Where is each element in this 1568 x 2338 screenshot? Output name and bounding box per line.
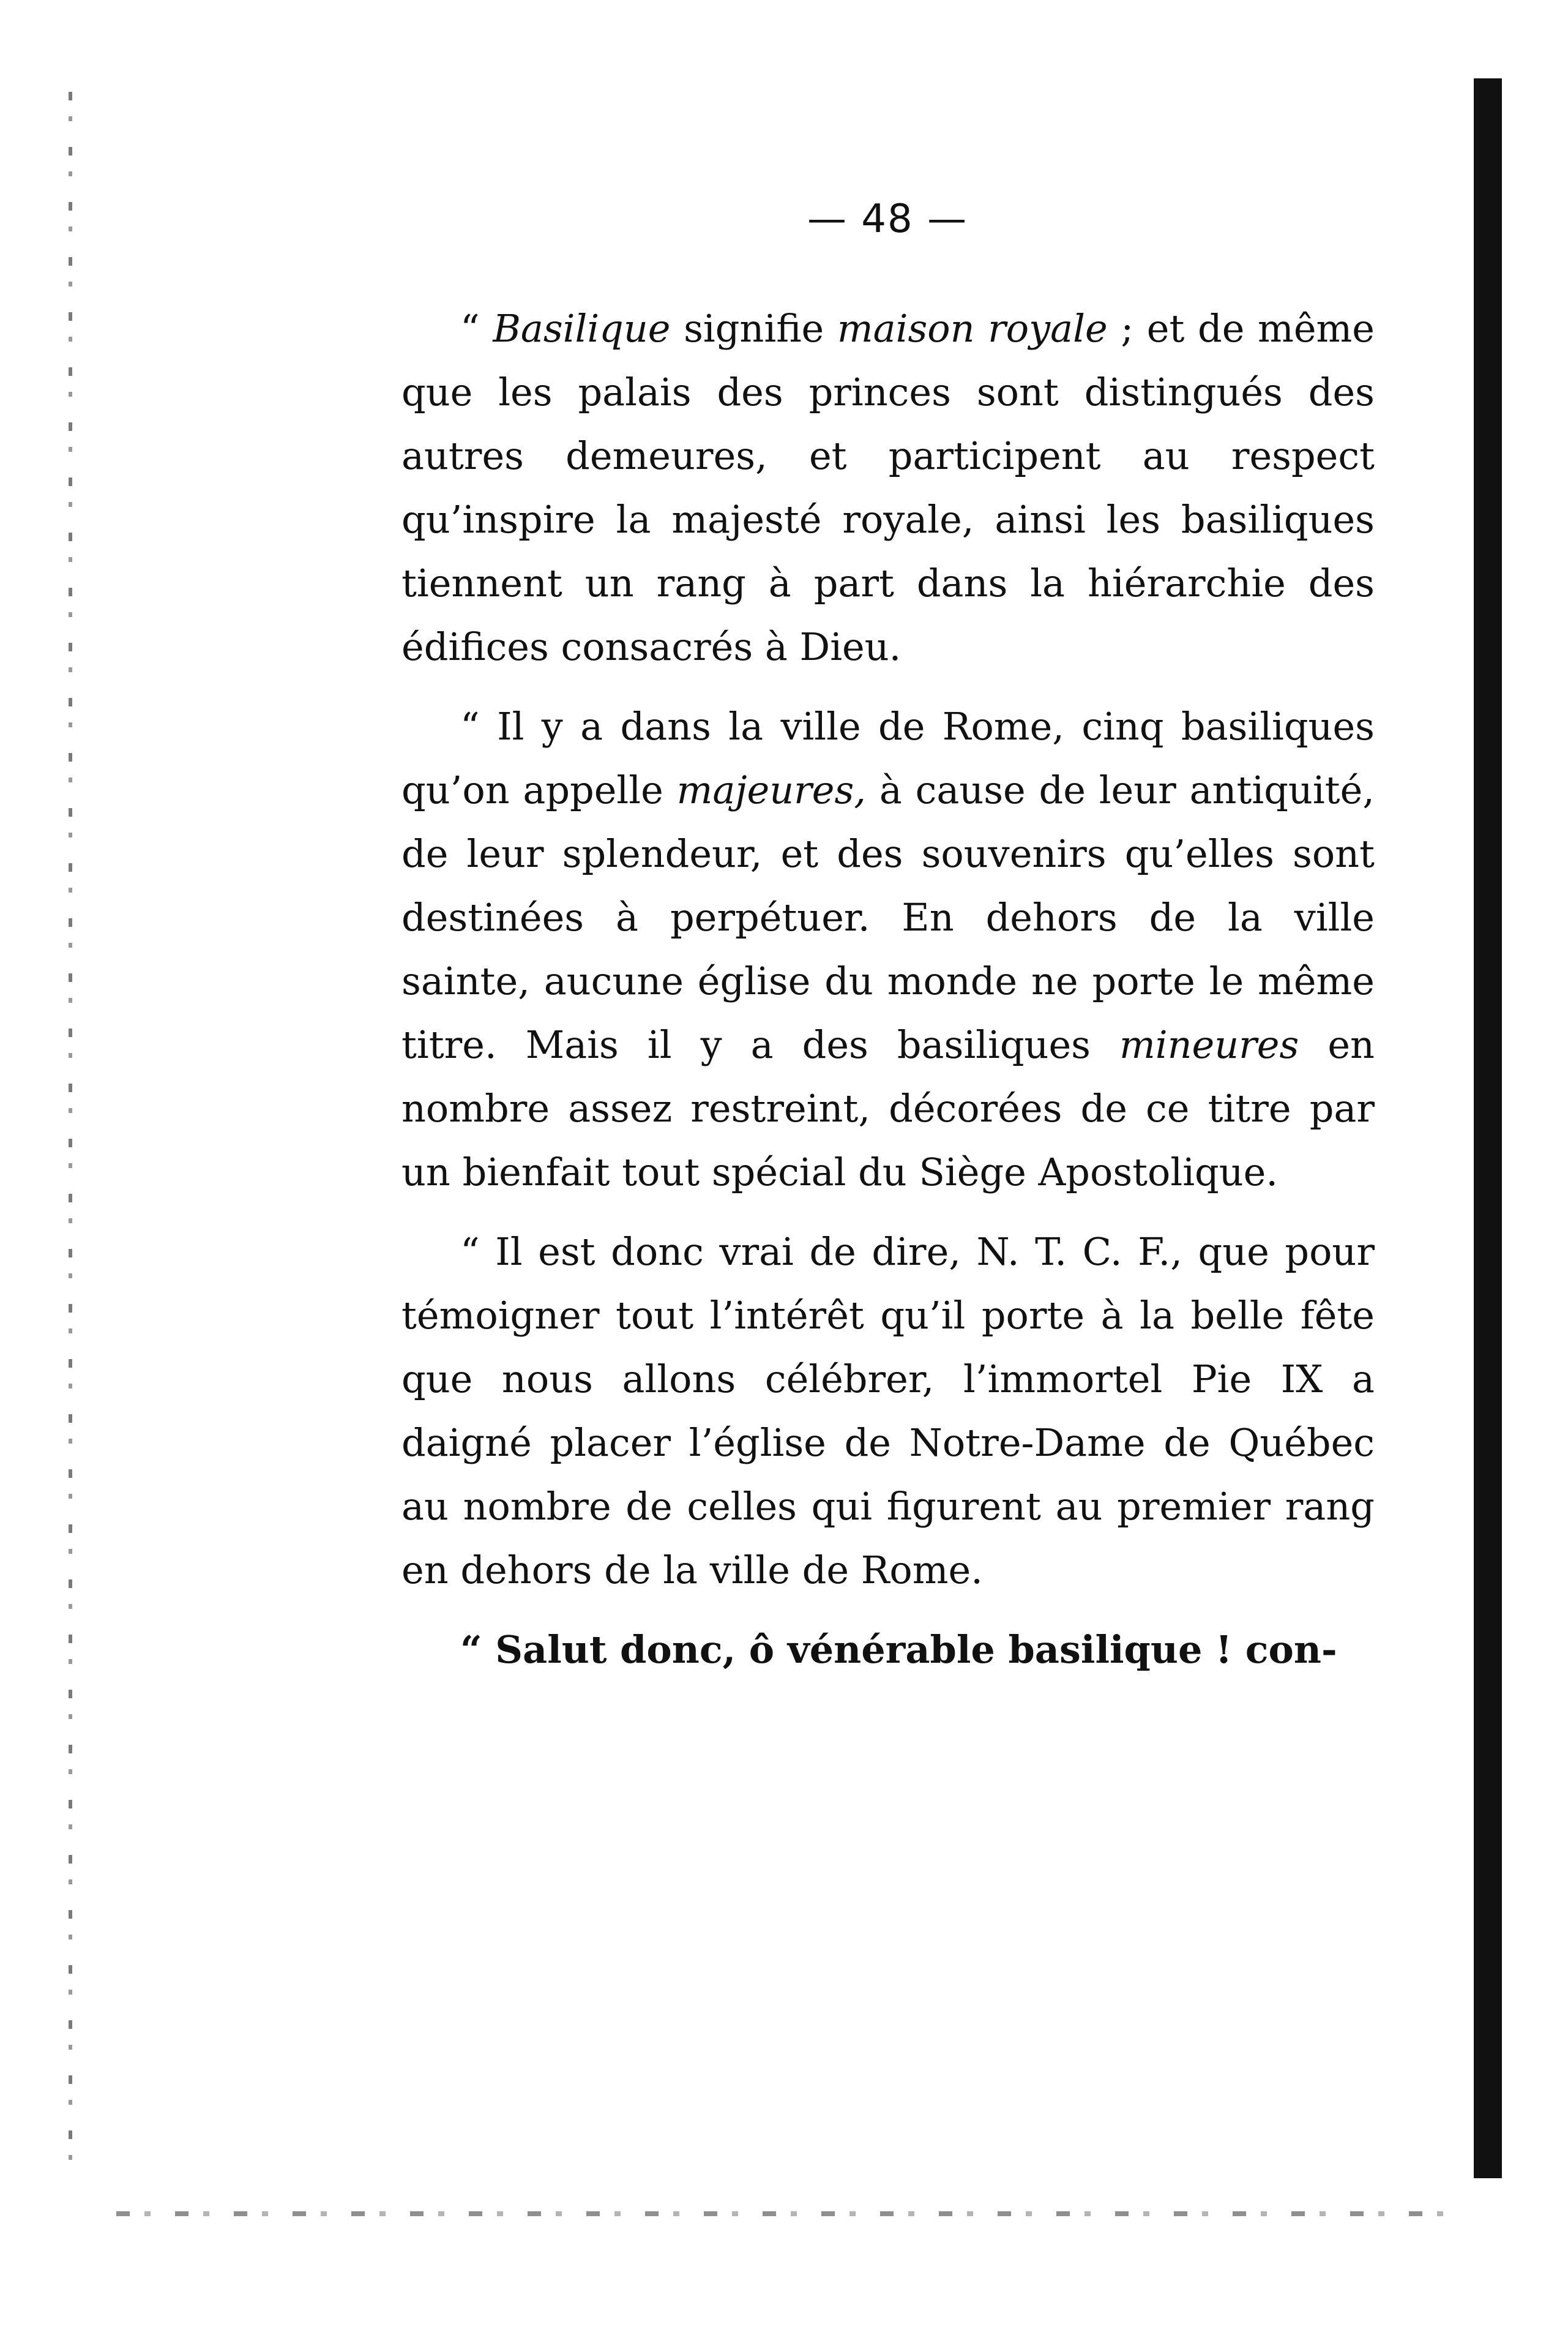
text-segment: signifie: [670, 306, 837, 351]
text-segment-italic: maison royale: [837, 306, 1108, 351]
text-segment: “ Il y a dans la ville de Rome, cinq basiliques qu’on appelle: [401, 704, 1375, 812]
page-bottom-edge: [116, 2211, 1463, 2216]
paragraph-salut-basilique: [401, 1618, 1375, 1682]
paragraph-basiliques-majeures: [401, 695, 1375, 1204]
body-text: [401, 297, 1375, 1682]
text-segment: ; et de même que les palais des princes sont distingués des autres demeures, et participent au respect qu’inspire la majesté royale, ainsi les basiliques tiennent un rang à part dans la hiérarchie des édifices consacrés à Dieu.: [401, 306, 1375, 669]
binding-edge-right: [1474, 78, 1502, 2178]
page-number: — 48 —: [807, 197, 968, 242]
text-segment: “ Il est donc vrai de dire, N. T. C. F., que pour témoigner tout l’intérêt qu’il porte à la belle fête que nous allons célébrer, l’immortel Pie IX a daigné placer l’église de Notre-Dame de Québec au nombre de celles qui figurent au premier rang en dehors de la ville de Rome.: [401, 1229, 1375, 1592]
text-segment-italic: Basilique: [493, 306, 671, 351]
paragraph-notre-dame-quebec: [401, 1220, 1375, 1602]
text-segment-bold: “ Salut donc, ô vénérable basilique ! con-: [460, 1627, 1337, 1672]
text-segment: “: [460, 306, 493, 351]
text-segment: en nombre assez restreint, décorées de ce titre par un bienfait tout spécial du Siège Apostolique.: [401, 1022, 1375, 1194]
paragraph-basilique-definition: [401, 297, 1375, 679]
text-segment-italic: majeures,: [676, 768, 867, 812]
text-segment-italic: mineures: [1119, 1022, 1299, 1067]
text-segment: à cause de leur antiquité, de leur splendeur, et des souvenirs qu’elles sont destinées à perpétuer. En dehors de la ville sainte, aucune église du monde ne porte le même titre. Mais il y a des basiliques: [401, 768, 1375, 1067]
binding-edge-left: [69, 92, 72, 2186]
